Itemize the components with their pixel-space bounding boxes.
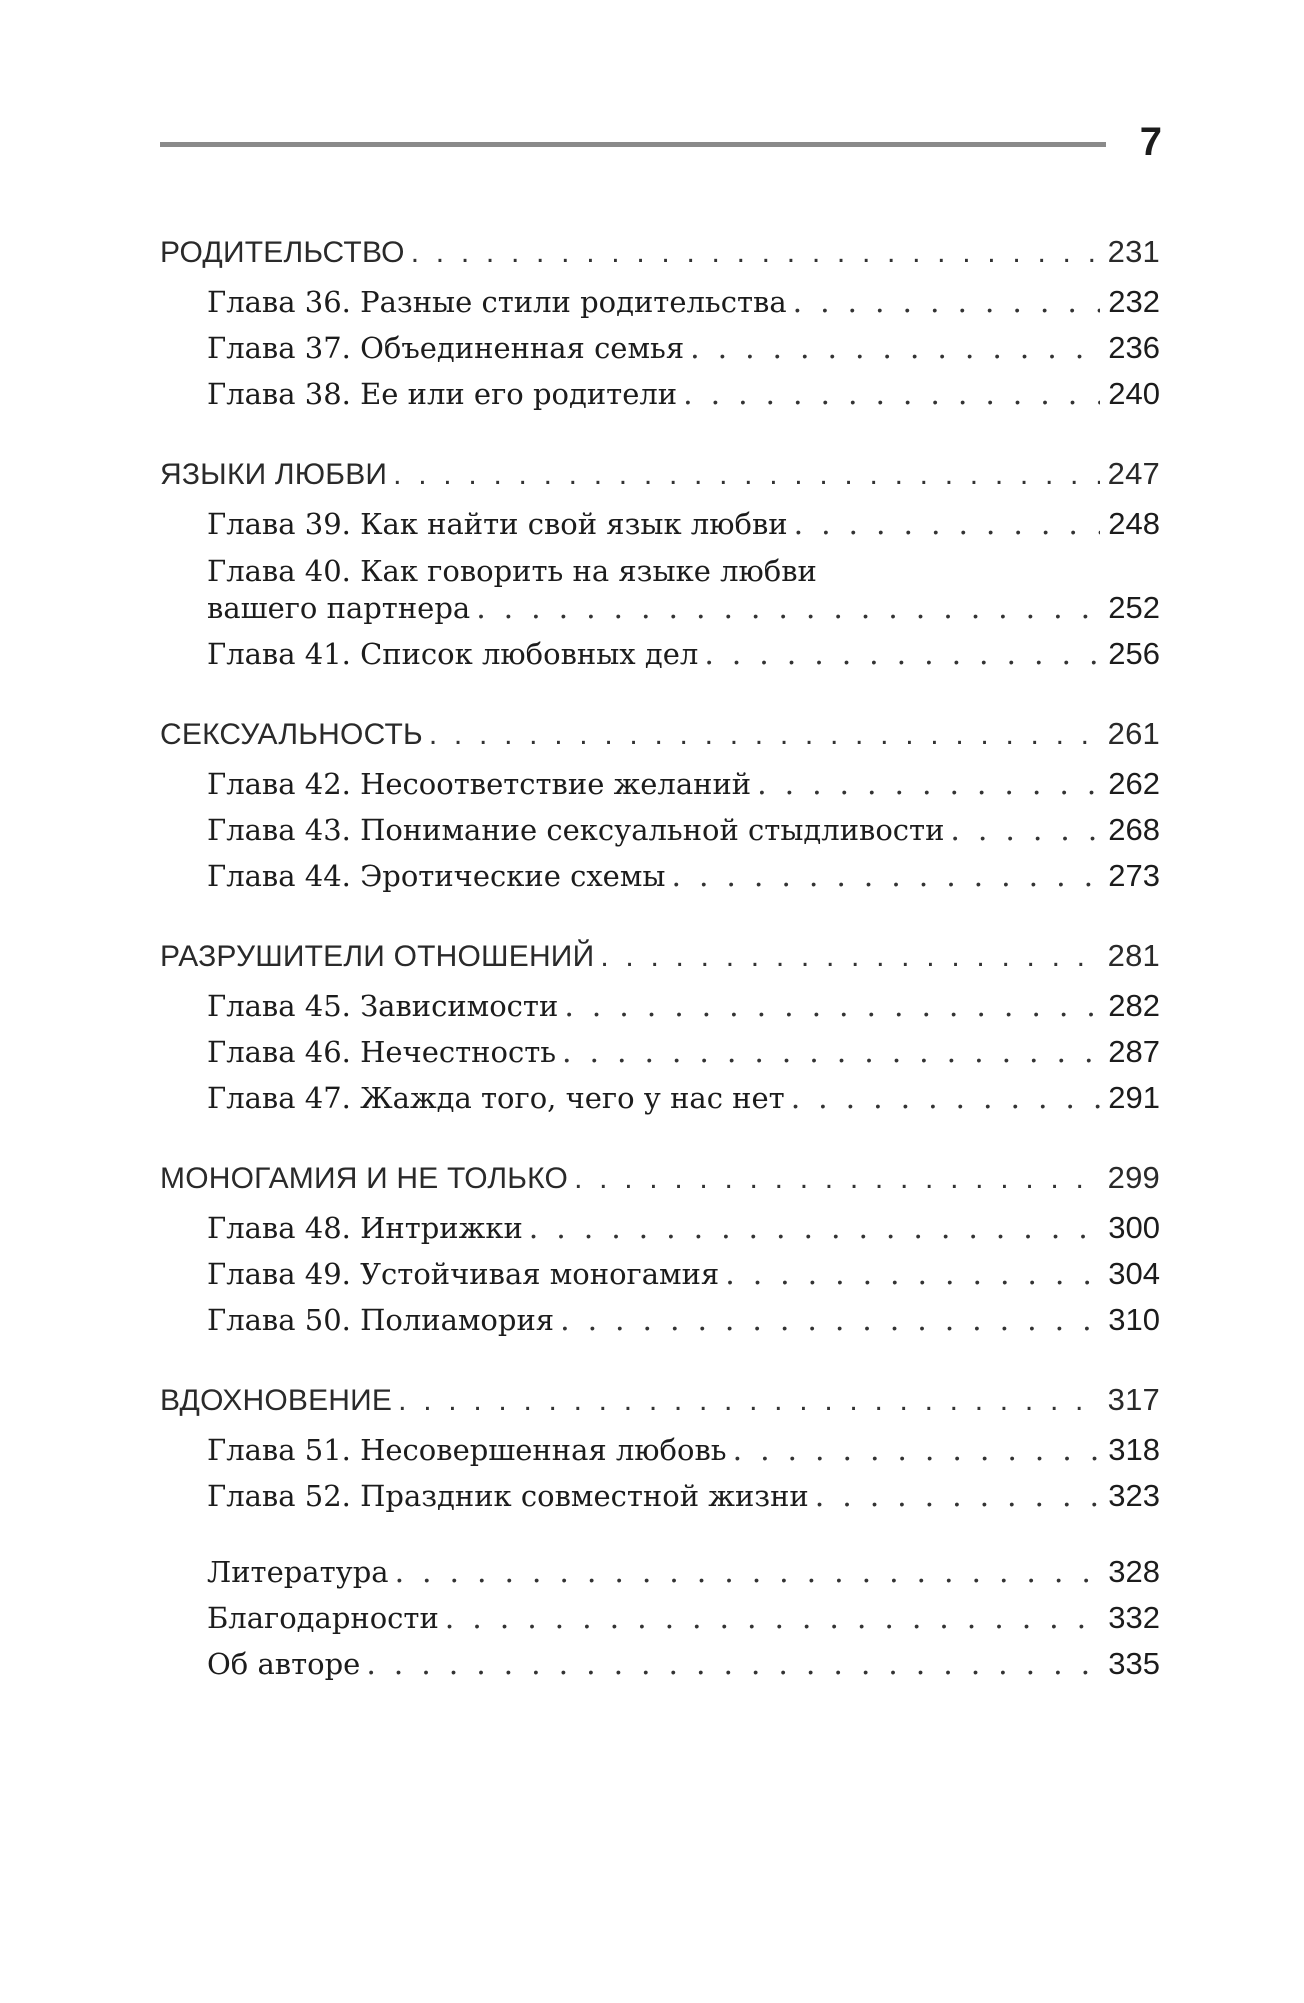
header-rule — [160, 142, 1106, 147]
chapter-title: Глава 43. Понимание сексуальной стыдливости — [207, 813, 945, 847]
dot-leader — [794, 507, 1101, 542]
toc-chapter-entry[interactable] — [160, 636, 1160, 682]
chapter-page-number: 240 — [1108, 376, 1160, 411]
chapter-title-line2: вашего партнера — [207, 591, 471, 625]
chapter-title-line1: Глава 40. Как говорить на языке любви — [207, 554, 817, 588]
chapter-title: Глава 50. Полиамория — [207, 1303, 555, 1337]
toc-chapter-entry[interactable] — [160, 1478, 1160, 1524]
dot-leader — [793, 285, 1101, 320]
part-title: ВДОХНОВЕНИЕ — [160, 1384, 393, 1417]
dot-leader — [411, 236, 1100, 270]
toc-chapter-entry[interactable] — [160, 1432, 1160, 1478]
dot-leader — [476, 591, 1100, 626]
part-page-number: 299 — [1107, 1160, 1160, 1195]
toc-chapter-entry[interactable] — [160, 506, 1160, 552]
toc-part-entry[interactable] — [160, 1382, 1160, 1428]
toc-back-matter — [160, 1554, 1160, 1692]
chapter-page-number: 300 — [1108, 1210, 1160, 1245]
chapter-page-number: 232 — [1108, 284, 1160, 319]
toc-part-entry[interactable] — [160, 938, 1160, 984]
dot-leader — [725, 1257, 1100, 1292]
part-page-number: 281 — [1107, 938, 1160, 973]
toc-chapter-entry[interactable] — [160, 284, 1160, 330]
part-title: РОДИТЕЛЬСТВО — [160, 236, 405, 269]
dot-leader — [600, 940, 1099, 974]
toc-chapter-entry[interactable] — [160, 858, 1160, 904]
dot-leader — [529, 1211, 1100, 1246]
toc-chapter-entry[interactable] — [160, 1256, 1160, 1302]
dot-leader — [562, 1035, 1100, 1070]
part-title: СЕКСУАЛЬНОСТЬ — [160, 718, 423, 751]
dot-leader — [704, 637, 1100, 672]
dot-leader — [395, 1555, 1101, 1590]
chapter-page-number: 262 — [1108, 766, 1160, 801]
page-number: 7 — [1139, 120, 1162, 164]
dot-leader — [366, 1647, 1100, 1682]
dot-leader — [815, 1479, 1101, 1514]
chapter-page-number: 248 — [1108, 506, 1160, 541]
chapter-title-line2-row — [207, 590, 1160, 636]
toc-part-entry[interactable] — [160, 1160, 1160, 1206]
part-title: РАЗРУШИТЕЛИ ОТНОШЕНИЙ — [160, 940, 595, 973]
back-matter-page-number: 335 — [1108, 1646, 1160, 1681]
dot-leader — [429, 718, 1100, 752]
toc-chapter-entry[interactable] — [160, 812, 1160, 858]
dot-leader — [757, 767, 1100, 802]
toc-section-sexuality — [160, 716, 1160, 904]
dot-leader — [683, 377, 1100, 412]
chapter-title: Глава 44. Эротические схемы — [207, 859, 666, 893]
toc-section-relationship-destroyers — [160, 938, 1160, 1126]
toc-back-entry[interactable] — [160, 1646, 1160, 1692]
toc-chapter-entry[interactable] — [160, 330, 1160, 376]
toc-chapter-entry[interactable] — [160, 1302, 1160, 1348]
toc-chapter-entry[interactable] — [160, 1080, 1160, 1126]
chapter-title: Глава 49. Устойчивая моногамия — [207, 1257, 720, 1291]
chapter-title: Глава 37. Объединенная семья — [207, 331, 685, 365]
toc-chapter-entry-multiline[interactable] — [160, 552, 1160, 636]
toc-part-entry[interactable] — [160, 716, 1160, 762]
dot-leader — [560, 1303, 1100, 1338]
toc-section-monogamy — [160, 1160, 1160, 1348]
chapter-page-number: 252 — [1108, 590, 1160, 625]
chapter-title: Глава 45. Зависимости — [207, 989, 559, 1023]
dot-leader — [398, 1384, 1100, 1418]
toc-part-entry[interactable] — [160, 456, 1160, 502]
toc-chapter-entry[interactable] — [160, 376, 1160, 422]
part-page-number: 247 — [1107, 456, 1160, 491]
dot-leader — [393, 458, 1100, 492]
part-title: МОНОГАМИЯ И НЕ ТОЛЬКО — [160, 1162, 569, 1195]
dot-leader — [690, 331, 1100, 366]
toc-chapter-entry[interactable] — [160, 1210, 1160, 1256]
toc-chapter-entry[interactable] — [160, 1034, 1160, 1080]
chapter-page-number: 304 — [1108, 1256, 1160, 1291]
chapter-page-number: 318 — [1108, 1432, 1160, 1467]
toc-chapter-entry[interactable] — [160, 988, 1160, 1034]
chapter-title: Глава 47. Жажда того, чего у нас нет — [207, 1081, 785, 1115]
toc-section-inspiration — [160, 1382, 1160, 1524]
dot-leader — [574, 1162, 1100, 1196]
back-matter-title: Литература — [207, 1555, 389, 1589]
chapter-page-number: 282 — [1108, 988, 1160, 1023]
table-of-contents — [160, 234, 1160, 1726]
dot-leader — [950, 813, 1100, 848]
part-title: ЯЗЫКИ ЛЮБВИ — [160, 458, 388, 491]
back-matter-title: Об авторе — [207, 1647, 361, 1681]
chapter-title: Глава 51. Несовершенная любовь — [207, 1433, 727, 1467]
back-matter-page-number: 332 — [1108, 1600, 1160, 1635]
part-page-number: 261 — [1107, 716, 1160, 751]
chapter-title: Глава 48. Интрижки — [207, 1211, 523, 1245]
toc-chapter-entry[interactable] — [160, 766, 1160, 812]
back-matter-title: Благодарности — [207, 1601, 439, 1635]
toc-part-entry[interactable] — [160, 234, 1160, 280]
chapter-page-number: 323 — [1108, 1478, 1160, 1513]
dot-leader — [564, 989, 1100, 1024]
toc-section-love-languages — [160, 456, 1160, 682]
toc-back-entry[interactable] — [160, 1600, 1160, 1646]
dot-leader — [445, 1601, 1100, 1636]
chapter-page-number: 310 — [1108, 1302, 1160, 1337]
chapter-page-number: 291 — [1108, 1080, 1160, 1115]
chapter-page-number: 268 — [1108, 812, 1160, 847]
chapter-title: Глава 46. Нечестность — [207, 1035, 557, 1069]
chapter-title: Глава 36. Разные стили родительства — [207, 285, 787, 319]
toc-section-parenting — [160, 234, 1160, 422]
chapter-title: Глава 38. Ее или его родители — [207, 377, 678, 411]
part-page-number: 317 — [1107, 1382, 1160, 1417]
dot-leader — [791, 1081, 1101, 1116]
chapter-title: Глава 41. Список любовных дел — [207, 637, 699, 671]
chapter-page-number: 256 — [1108, 636, 1160, 671]
part-page-number: 231 — [1107, 234, 1160, 269]
dot-leader — [671, 859, 1100, 894]
toc-back-entry[interactable] — [160, 1554, 1160, 1600]
back-matter-page-number: 328 — [1108, 1554, 1160, 1589]
chapter-page-number: 287 — [1108, 1034, 1160, 1069]
chapter-title: Глава 52. Праздник совместной жизни — [207, 1479, 809, 1513]
chapter-page-number: 273 — [1108, 858, 1160, 893]
chapter-title: Глава 42. Несоответствие желаний — [207, 767, 752, 801]
dot-leader — [733, 1433, 1101, 1468]
chapter-title: Глава 39. Как найти свой язык любви — [207, 507, 788, 541]
chapter-page-number: 236 — [1108, 330, 1160, 365]
